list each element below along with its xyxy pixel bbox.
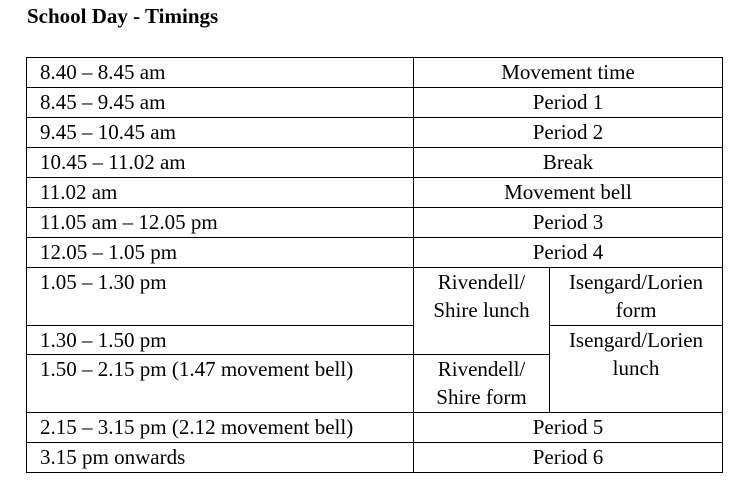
time-cell: 3.15 pm onwards [27, 443, 414, 473]
table-row [27, 326, 723, 355]
activity-cell: Period 5 [414, 413, 723, 443]
table-row [27, 268, 723, 326]
isengard-form-cell [550, 268, 723, 326]
activity-cell: Movement time [414, 58, 723, 88]
table-row [27, 208, 723, 238]
activity-cell: Movement bell [414, 178, 723, 208]
cell-line: form [615, 298, 657, 322]
cell-line: Isengard/Lorien [568, 328, 704, 352]
activity-cell: Period 4 [414, 238, 723, 268]
cell-line: Shire lunch [433, 298, 530, 322]
table-row [27, 88, 723, 118]
time-cell: 1.50 – 2.15 pm (1.47 movement bell) [27, 355, 414, 413]
activity-cell: Break [414, 148, 723, 178]
rivendell-form-cell [414, 355, 550, 413]
table-row [27, 178, 723, 208]
table-row [27, 148, 723, 178]
time-cell: 11.02 am [27, 178, 414, 208]
activity-cell: Period 6 [414, 443, 723, 473]
page-title: School Day - Timings [27, 4, 219, 28]
time-cell: 1.30 – 1.50 pm [27, 326, 414, 355]
time-cell: 1.05 – 1.30 pm [27, 268, 414, 326]
table-row [27, 118, 723, 148]
table-row [27, 413, 723, 443]
time-cell: 8.45 – 9.45 am [27, 88, 414, 118]
time-cell: 11.05 am – 12.05 pm [27, 208, 414, 238]
cell-line: Rivendell/ [437, 270, 526, 294]
time-cell: 10.45 – 11.02 am [27, 148, 414, 178]
cell-line: Isengard/Lorien [568, 270, 704, 294]
cell-line: lunch [612, 356, 660, 380]
timings-table [26, 57, 723, 473]
rivendell-lunch-cell [414, 268, 550, 355]
activity-cell: Period 2 [414, 118, 723, 148]
cell-line: Rivendell/ [437, 357, 526, 381]
isengard-lunch-cell [550, 326, 723, 413]
activity-cell: Period 3 [414, 208, 723, 238]
time-cell: 8.40 – 8.45 am [27, 58, 414, 88]
time-cell: 9.45 – 10.45 am [27, 118, 414, 148]
table-row [27, 443, 723, 473]
cell-line: Shire form [436, 385, 527, 409]
table-row [27, 238, 723, 268]
time-cell: 2.15 – 3.15 pm (2.12 movement bell) [27, 413, 414, 443]
time-cell: 12.05 – 1.05 pm [27, 238, 414, 268]
table-row [27, 58, 723, 88]
activity-cell: Period 1 [414, 88, 723, 118]
